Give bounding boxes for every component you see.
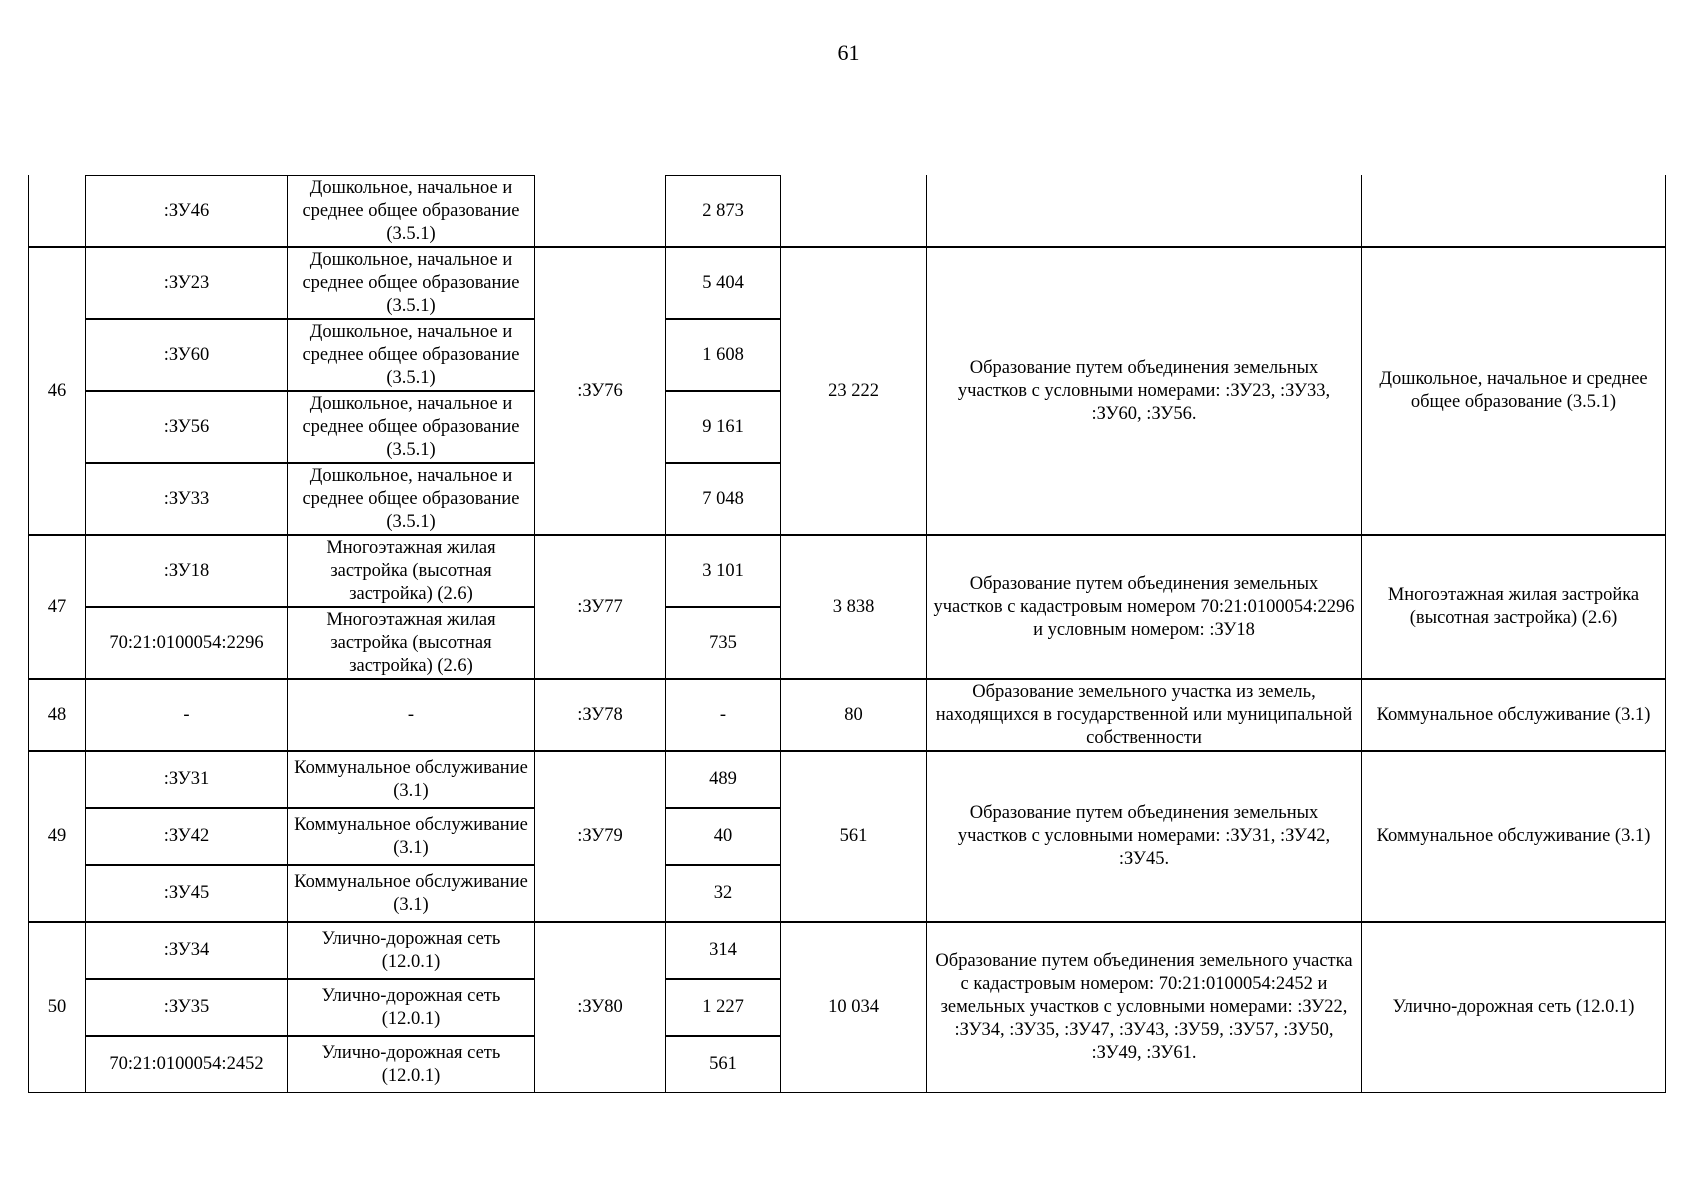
formation-method-cell <box>926 175 1361 247</box>
permitted-use-cell: Дошкольное, начальное и среднее общее образование (3.5.1) <box>1361 247 1666 535</box>
total-area-cell: 80 <box>781 679 926 751</box>
formation-method-cell: Образование путем объединения земельного участка с кадастровым номером: 70:21:0100054:2452 и земельных участков с условными номерами: :ЗУ22, :ЗУ34, :ЗУ35, :ЗУ47, :ЗУ43, :ЗУ59, :ЗУ57, :ЗУ50, :ЗУ49, :ЗУ61. <box>926 922 1361 1093</box>
total-area-cell: 561 <box>781 751 926 922</box>
row-number-cell: 50 <box>28 922 85 1093</box>
row-number-cell: 48 <box>28 679 85 751</box>
source-area-cell: 5 404 <box>665 247 781 319</box>
source-plot-cell: :ЗУ45 <box>85 865 288 922</box>
source-area-cell: 1 608 <box>665 319 781 391</box>
source-use-cell: Коммунальное обслуживание (3.1) <box>288 808 535 865</box>
source-plot-cell: :ЗУ46 <box>85 175 288 247</box>
new-plot-cell: :ЗУ76 <box>535 247 665 535</box>
total-area-cell: 10 034 <box>781 922 926 1093</box>
new-plot-cell: :ЗУ79 <box>535 751 665 922</box>
source-area-cell: 489 <box>665 751 781 808</box>
source-use-cell: Улично-дорожная сеть (12.0.1) <box>288 1036 535 1093</box>
permitted-use-cell: Многоэтажная жилая застройка (высотная застройка) (2.6) <box>1361 535 1666 679</box>
source-area-cell: 561 <box>665 1036 781 1093</box>
permitted-use-cell: Коммунальное обслуживание (3.1) <box>1361 751 1666 922</box>
source-plot-cell: :ЗУ42 <box>85 808 288 865</box>
source-plot-cell: :ЗУ33 <box>85 463 288 535</box>
source-use-cell: Дошкольное, начальное и среднее общее образование (3.5.1) <box>288 463 535 535</box>
source-use-cell: Коммунальное обслуживание (3.1) <box>288 865 535 922</box>
permitted-use-cell <box>1361 175 1666 247</box>
source-use-cell: Дошкольное, начальное и среднее общее образование (3.5.1) <box>288 247 535 319</box>
source-plot-cell: - <box>85 679 288 751</box>
source-area-cell: 32 <box>665 865 781 922</box>
permitted-use-cell: Коммунальное обслуживание (3.1) <box>1361 679 1666 751</box>
total-area-cell <box>781 175 926 247</box>
total-area-cell: 3 838 <box>781 535 926 679</box>
source-use-cell: Улично-дорожная сеть (12.0.1) <box>288 979 535 1036</box>
source-use-cell: Дошкольное, начальное и среднее общее образование (3.5.1) <box>288 391 535 463</box>
source-area-cell: 735 <box>665 607 781 679</box>
row-number-cell: 49 <box>28 751 85 922</box>
formation-method-cell: Образование путем объединения земельных участков с условными номерами: :ЗУ23, :ЗУ33, :ЗУ60, :ЗУ56. <box>926 247 1361 535</box>
source-plot-cell: :ЗУ31 <box>85 751 288 808</box>
new-plot-cell: :ЗУ80 <box>535 922 665 1093</box>
source-plot-cell: :ЗУ35 <box>85 979 288 1036</box>
source-use-cell: - <box>288 679 535 751</box>
source-use-cell: Дошкольное, начальное и среднее общее образование (3.5.1) <box>288 319 535 391</box>
source-plot-cell: 70:21:0100054:2296 <box>85 607 288 679</box>
source-area-cell: 2 873 <box>665 175 781 247</box>
source-area-cell: 7 048 <box>665 463 781 535</box>
source-plot-cell: :ЗУ60 <box>85 319 288 391</box>
source-area-cell: 314 <box>665 922 781 979</box>
source-use-cell: Улично-дорожная сеть (12.0.1) <box>288 922 535 979</box>
formation-method-cell: Образование путем объединения земельных участков с кадастровым номером 70:21:0100054:2296 и условным номером: :ЗУ18 <box>926 535 1361 679</box>
source-plot-cell: 70:21:0100054:2452 <box>85 1036 288 1093</box>
formation-method-cell: Образование путем объединения земельных участков с условными номерами: :ЗУ31, :ЗУ42, :ЗУ45. <box>926 751 1361 922</box>
row-number-cell <box>28 175 85 247</box>
formation-method-cell: Образование земельного участка из земель, находящихся в государственной или муниципальной собственности <box>926 679 1361 751</box>
new-plot-cell: :ЗУ77 <box>535 535 665 679</box>
row-number-cell: 47 <box>28 535 85 679</box>
permitted-use-cell: Улично-дорожная сеть (12.0.1) <box>1361 922 1666 1093</box>
source-area-cell: 3 101 <box>665 535 781 607</box>
source-area-cell: 1 227 <box>665 979 781 1036</box>
source-plot-cell: :ЗУ56 <box>85 391 288 463</box>
source-plot-cell: :ЗУ34 <box>85 922 288 979</box>
page-number: 61 <box>837 40 860 65</box>
source-use-cell: Многоэтажная жилая застройка (высотная застройка) (2.6) <box>288 535 535 607</box>
source-plot-cell: :ЗУ23 <box>85 247 288 319</box>
source-use-cell: Коммунальное обслуживание (3.1) <box>288 751 535 808</box>
source-area-cell: 40 <box>665 808 781 865</box>
source-area-cell: - <box>665 679 781 751</box>
new-plot-cell <box>535 175 665 247</box>
row-number-cell: 46 <box>28 247 85 535</box>
total-area-cell: 23 222 <box>781 247 926 535</box>
source-use-cell: Дошкольное, начальное и среднее общее образование (3.5.1) <box>288 175 535 247</box>
source-plot-cell: :ЗУ18 <box>85 535 288 607</box>
new-plot-cell: :ЗУ78 <box>535 679 665 751</box>
source-use-cell: Многоэтажная жилая застройка (высотная застройка) (2.6) <box>288 607 535 679</box>
source-area-cell: 9 161 <box>665 391 781 463</box>
